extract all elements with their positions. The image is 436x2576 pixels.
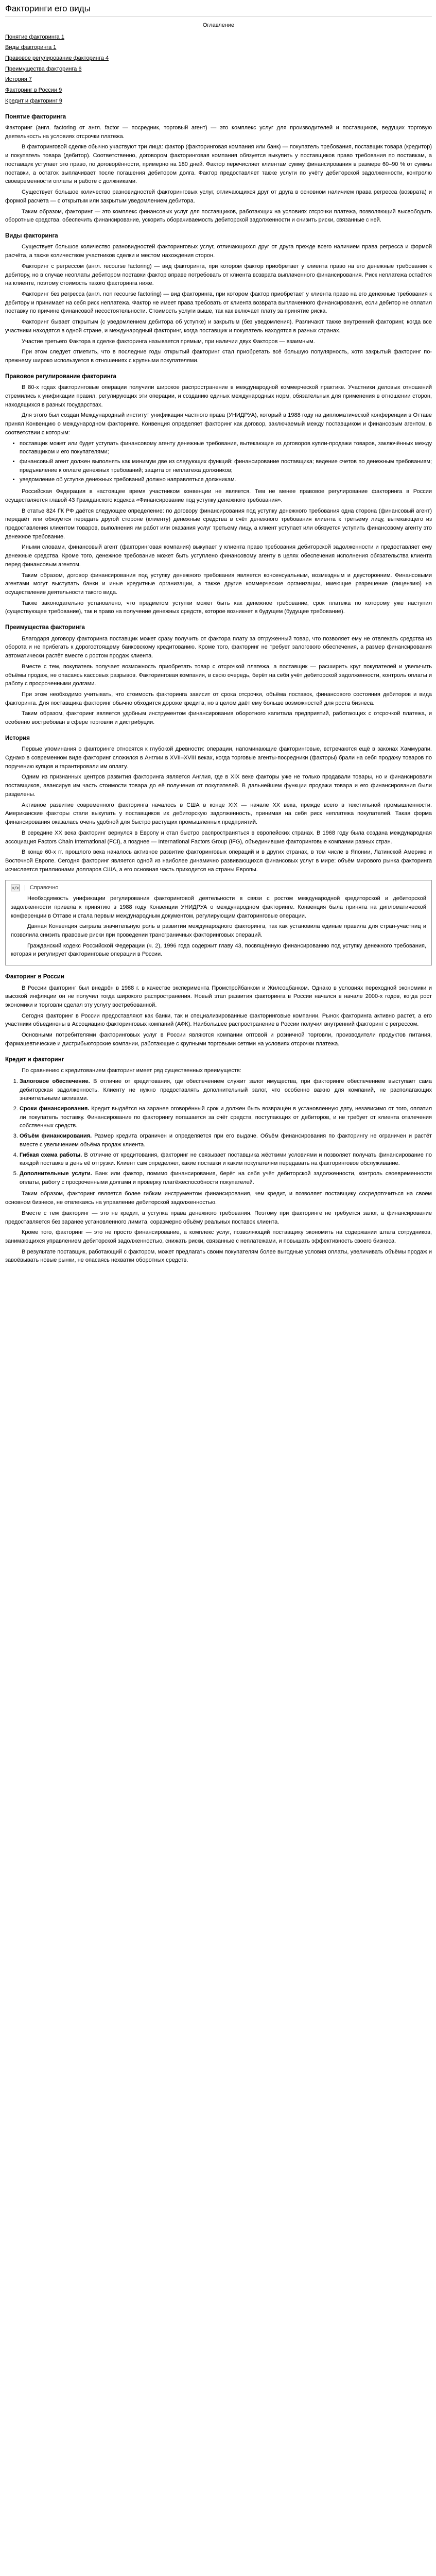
note-label: Справочно: [29, 885, 59, 891]
list-item: • поставщик может или будет уступать финансовому агенту денежные требования, вытекающие из договоров купли-продажи товаров, заключённых между поставщиком и его покупателями;: [20, 439, 432, 456]
paragraph: Участие третьего Фактора в сделке факторинга называется прямым, при наличии двух Факторов — взаимным.: [22, 338, 315, 345]
section-heading: Кредит и факторинг: [5, 1056, 64, 1063]
paragraph: В результате поставщик, работающий с фактором, может предлагать своим покупателям более выгодные условия оплаты, увеличивать объёмы продаж и завоёвывать новые рынки, не опасаясь нехватки оборотных средств.: [5, 1248, 432, 1264]
section-credit: [5, 1056, 432, 1265]
list-item: [20, 1170, 432, 1187]
paragraph: В факторинговой сделке обычно участвуют три лица: фактор (факторинговая компания или банк) — покупатель требования, поставщик товара (кредитор) и покупатель товара (дебитор). Соответственно, договором факторинговая компания обязуется выкупить у поставщиков право требования по поставкам, а поставщик уступает это право, по договорённости, примерно на 180 дней. Фактор перечисляет клиентам сумму финансирования в размере 60–90 % от суммы поставки, а остаток выплачивает после погашения дебитором долга. Фактор предоставляет также услуги по учёту дебиторской задолженности, контролю своевременности оплаты и работе с должниками.: [5, 144, 432, 185]
reference-note-header: [11, 884, 426, 892]
list-item-text: Кредит выдаётся на заранее оговорённый срок и должен быть возвращён в установленную дату, независимо от того, оплатил ли покупатель поставку. Финансирование по факторингу погашается за счёт средств, поступающих от дебиторов, и не требует от клиента отвлечения собственных средств.: [20, 1105, 432, 1129]
note-separator: |: [24, 885, 26, 891]
list-item-title: Залоговое обеспечение.: [20, 1078, 90, 1084]
list-item-text: В отличие от кредитования, факторинг не связывает поставщика жёсткими условиями и позволяет получать финансирование по каждой поставке в день её отгрузки. Клиент сам определяет, какие поставки и каким покупателям передавать на факторинговое обслуживание.: [20, 1151, 432, 1167]
paragraph: Гражданский кодекс Российской Федерации (ч. 2), 1996 года содержит главу 43, посвящённую финансированию под уступку денежного требования, которая и регулирует факторинговые операции в России.: [11, 942, 426, 958]
paragraph: Иными словами, финансовый агент (факторинговая компания) выкупает у клиента право требования дебиторской задолженности и предоставляет ему денежные средства. Кроме того, денежное требование может быть уступлено финансовому агенту в целях обеспечения исполнения обязательства клиента перед финансовым агентом.: [5, 544, 432, 568]
toc-heading: Оглавление: [202, 22, 235, 28]
paragraph: При этом необходимо учитывать, что стоимость факторинга зависит от срока отсрочки, объёма поставок, финансового состояния дебиторов и вида факторинга. Для поставщика факторинг обычно обходится дороже кредита, но в целом даёт ему больше возможностей для роста бизнеса.: [5, 691, 432, 706]
section-heading: Преимущества факторинга: [5, 624, 85, 631]
paragraph: В России факторинг был внедрён в 1988 г. в качестве эксперимента Промстройбанком и Жилсоцбанком. Однако в условиях переходной экономики и высокой инфляции он не получил тогда широкого распространения. Новый этап развития факторинга в России начался в начале 2000-х годов, когда рост экономики и торговли сделал эту услугу востребованной.: [5, 985, 432, 1009]
section-history: [5, 734, 432, 874]
bullet-list: [5, 439, 432, 485]
list-item: • уведомление об уступке денежных требований должно направляться должникам.: [20, 476, 432, 484]
paragraph: Первые упоминания о факторинге относятся к глубокой древности: операции, напоминающие факторинговые, встречаются ещё в законах Хаммурапи. Однако в современном виде факторинг сложился в Англии в XVII–XVIII веках, когда торговые агенты-посредники (факторы) брали на себя продажу товаров по поручению купцов и гарантировали им оплату.: [5, 746, 432, 770]
section-advantages: [5, 623, 432, 727]
paragraph: В середине XX века факторинг вернулся в Европу и стал быстро распространяться в европейских странах. В 1968 году была создана международная ассоциация Factors Chain International (FCI), а позднее — International Factors Group (IFG), объединившие факторинговые компании разных стран.: [5, 829, 432, 845]
paragraph: В статье 824 ГК РФ даётся следующее определение: по договору финансирования под уступку денежного требования одна сторона (финансовый агент) передаёт или обязуется передать другой стороне (клиенту) денежные средства в счёт денежного требования клиента к третьему лицу, вытекающего из предоставления клиентом товаров, выполнения им работ или оказания услуг третьему лицу, а клиент уступает или обязуется уступить финансовому агенту это денежное требование.: [5, 507, 432, 540]
paragraph: В 80-х годах факторинговые операции получили широкое распространение в международной коммерческой практике. Участники деловых отношений стремились к унификации правил, регулирующих эти операции, и созданию единых международных норм, обязательных для применения в отношении сторон, находящихся в разных государствах.: [5, 384, 432, 408]
paragraph: Вместе с тем факторинг — это не кредит, а уступка права денежного требования. Поэтому при факторинге не требуется залог, а финансирование предоставляется без заранее установленного лимита, соразмерно объёму реальных поставок клиента.: [5, 1210, 432, 1225]
paragraph: По сравнению с кредитованием факторинг имеет ряд существенных преимуществ:: [22, 1067, 241, 1074]
toc-link-russia[interactable]: Факторинг в России 9: [5, 87, 62, 94]
list-item-title: Гибкая схема работы.: [20, 1151, 82, 1158]
paragraph: В конце 60-х гг. прошлого века началось активное развитие факторинговых операций и в других странах, в том числе в Японии, Латинской Америке и Восточной Европе. Сегодня факторинг является одной из наиболее динамично развивающихся финансовых услуг в мире: объём мирового рынка факторинга исчисляется триллионами долларов США, а его основная часть приходится на страны Европы.: [5, 849, 432, 873]
list-item: [20, 1132, 432, 1149]
paragraph: Вместе с тем, покупатель получает возможность приобретать товар с отсрочкой платежа, а поставщик — расширить круг покупателей и увеличить объёмы продаж, не опасаясь кассовых разрывов. Факторинговая компания, в свою очередь, берёт на себя учёт дебиторской задолженности, контроль оплаты и работу с просроченными долгами.: [5, 663, 432, 687]
toc-link-legal[interactable]: Правовое регулирование факторинга 4: [5, 55, 109, 61]
paragraph: Существует большое количество разновидностей факторинговых услуг, отличающихся друг от друга прежде всего наличием права регресса и формой расчёта, а также количеством участников сделки и местом нахождения сторон.: [5, 244, 432, 259]
section-concept: [5, 113, 432, 225]
paragraph: При этом следует отметить, что в последние годы открытый факторинг стал приобретать всё большую популярность, хотя закрытый факторинг по-прежнему широко используется в отношениях с крупными покупателями.: [5, 349, 432, 364]
list-item-text: В отличие от кредитования, где обеспечением служит залог имущества, при факторинге обеспечением выступает сама дебиторская задолженность. Клиенту не нужно предоставлять дополнительный залог, что особенно важно для компаний, не располагающих значительными активами.: [20, 1078, 432, 1102]
numbered-list: [5, 1077, 432, 1187]
list-item: [20, 1105, 432, 1130]
paragraph: Факторинг без регресса (англ. non recourse factoring) — вид факторинга, при котором фактор приобретает у клиента право на его денежные требования к дебитору и принимает на себя риск неплатежа. Фактор не имеет права требовать от клиента возврата выплаченного финансирования, если дебитор не оплатил поставку по причине финансовой несостоятельности. Стоимость услуги выше, так как включает плату за принятие риска.: [5, 291, 432, 315]
toc-link-types[interactable]: Виды факторинга 1: [5, 44, 57, 51]
paragraph: Существует большое количество разновидностей факторинговых услуг, отличающихся друг от друга в основном наличием права регресса (возврата) и формой расчёта — с открытым или закрытым уведомлением дебитора.: [5, 189, 432, 204]
list-item-text: Размер кредита ограничен и определяется при его выдаче. Объём финансирования по факторингу не ограничен и растёт вместе с увеличением объёма продаж клиента.: [20, 1133, 432, 1148]
list-item-title: Сроки финансирования.: [20, 1105, 90, 1112]
section-russia: [5, 973, 432, 1048]
page-title: Факторинги его виды: [5, 2, 432, 17]
list-item-title: Объём финансирования.: [20, 1133, 92, 1140]
paragraph: Сегодня факторинг в России предоставляют как банки, так и специализированные факторинговые компании. Рынок факторинга активно растёт, а его участники объединены в Ассоциацию факторинговых компаний (АФК). Наибольшее распространение в России получил внутренний факторинг с регрессом.: [5, 1012, 432, 1028]
paragraph: Одним из признанных центров развития факторинга является Англия, где в XIX веке факторы уже не только продавали товары, но и финансировали поставщиков, авансируя им часть стоимости товара до её получения от покупателей. В дальнейшем функции продажи товара и его финансирования были разделены.: [5, 774, 432, 798]
toc-link-advantages[interactable]: Преимущества факторинга 6: [5, 65, 82, 72]
list-item: • финансовый агент должен выполнять как минимум две из следующих функций: финансирование поставщика; ведение счетов по денежным требованиям; предъявление к оплате денежных требований; защита от неплатежа должников;: [20, 457, 432, 474]
toc-link-concept[interactable]: Понятие факторинга 1: [5, 33, 64, 40]
paragraph: Факторинг с регрессом (англ. recourse factoring) — вид факторинга, при котором фактор приобретает у клиента право на его денежные требования к дебитору, но в случае неоплаты дебитором поставки фактор вправе потребовать от клиента возврата выплаченного финансирования. Риск неплатежа остаётся на клиенте, поэтому стоимость такого факторинга ниже.: [5, 263, 432, 287]
list-item: [20, 1151, 432, 1168]
paragraph: Таким образом, договор финансирования под уступку денежного требования является консенсуальным, возмездным и двусторонним. Финансовыми агентами могут выступать банки и иные кредитные организации, а также другие коммерческие организации, имеющие разрешение (лицензию) на осуществление деятельности такого вида.: [5, 572, 432, 596]
paragraph: Для этого был создан Международный институт унификации частного права (УНИДРУА), который в 1988 году на дипломатической конференции в Оттаве принял Конвенцию о международном факторинге. Конвенция определяет факторинг как договор, заключаемый между поставщиком и финансовым агентом, в соответствии с которым:: [5, 412, 432, 436]
code-icon: </>: [11, 886, 20, 891]
paragraph: Благодаря договору факторинга поставщик может сразу получить от фактора плату за отгруженный товар, что позволяет ему не отвлекать средства из оборота и не прибегать к дорогостоящему банковскому кредитованию. Кроме того, факторинг не требует залогового обеспечения, а размер финансирования автоматически растёт вместе с ростом продаж клиента.: [5, 635, 432, 659]
section-heading: Факторинг в России: [5, 974, 64, 980]
reference-note-box: [5, 880, 432, 965]
paragraph: Необходимость унификации регулирования факторинговой деятельности в связи с ростом международной кредиторской и дебиторской задолженности привела к принятию в 1988 году Конвенции УНИДРУА о международном факторинге. Конвенция была принята на дипломатической конференции в Оттаве и стала первым международным документом, регулирующим факторинговые операции.: [11, 895, 426, 919]
list-item-title: Дополнительные услуги.: [20, 1171, 92, 1177]
paragraph: Российская Федерация в настоящее время участником конвенции не является. Тем не менее правовое регулирование факторинга в России осуществляется главой 43 Гражданского кодекса «Финансирование под уступку денежного требования».: [5, 488, 432, 503]
toc-link-history[interactable]: История 7: [5, 76, 32, 83]
paragraph: Кроме того, факторинг — это не просто финансирование, а комплекс услуг, позволяющий поставщику экономить на содержании штата сотрудников, занимающихся управлением дебиторской задолженностью, снижать риски, связанные с неплатежами, и повышать эффективность своего бизнеса.: [5, 1229, 432, 1245]
section-types: [5, 232, 432, 365]
table-of-contents: [5, 33, 432, 106]
section-heading: История: [5, 735, 30, 741]
paragraph: Таким образом, факторинг является более гибким инструментом финансирования, чем кредит, и позволяет поставщику сосредоточиться на своём основном бизнесе, не отвлекаясь на управление дебиторской задолженностью.: [5, 1191, 432, 1206]
list-item: [20, 1077, 432, 1103]
paragraph: Таким образом, факторинг является удобным инструментом финансирования оборотного капитала предприятий, работающих с отсрочкой платежа, и особенно востребован в сфере торговли и дистрибуции.: [5, 710, 432, 726]
paragraph: Факторинг (англ. factoring от англ. factor — посредник, торговый агент) — это комплекс услуг для производителей и поставщиков, ведущих торговую деятельность на условиях отсрочки платежа.: [5, 125, 432, 140]
list-item-text: Банк или фактор, помимо финансирования, берёт на себя учёт дебиторской задолженности, контроль своевременности оплаты, работу с просроченными долгами и проверку платёжеспособности покупателей.: [20, 1171, 432, 1185]
paragraph: Факторинг бывает открытым (с уведомлением дебитора об уступке) и закрытым (без уведомления). Различают также внутренний факторинг, когда все участники находятся в одной стране, и международный факторинг, когда поставщик и покупатель находятся в разных странах.: [5, 319, 432, 334]
paragraph: Основными потребителями факторинговых услуг в России являются компании оптовой и розничной торговли, производители продуктов питания, фармацевтические и дистрибьюторские компании, работающие с крупными торговыми сетями на условиях отсрочки платежа.: [5, 1032, 432, 1047]
document: [0, 0, 436, 1277]
paragraph: Таким образом, факторинг — это комплекс финансовых услуг для поставщиков, работающих на условиях отсрочки платежа, позволяющий высвободить оборотные средства, обеспечить финансирование, ускорить оборачиваемость дебиторской задолженности и снизить риски, связанные с ней.: [5, 208, 432, 224]
section-legal: [5, 372, 432, 616]
section-heading: Понятие факторинга: [5, 113, 66, 120]
section-heading: Правовое регулирование факторинга: [5, 373, 116, 380]
paragraph: Данная Конвенция сыграла значительную роль в развитии международного факторинга, так как установила единые правила для стран-участниц и позволила снизить правовые риски при проведении трансграничных факторинговых операций.: [11, 923, 426, 938]
toc-link-credit[interactable]: Кредит и факторинг 9: [5, 97, 62, 104]
paragraph: Активное развитие современного факторинга началось в США в конце XIX — начале XX века, прежде всего в текстильной промышленности. Американские факторы стали выкупать у поставщиков их дебиторскую задолженность, принимая на себя риск неплатежа покупателей. Такая форма финансирования оказалась очень удобной для быстро растущих промышленных предприятий.: [5, 802, 432, 826]
section-heading: Виды факторинга: [5, 232, 58, 239]
paragraph: Также законодательно установлено, что предметом уступки может быть как денежное требование, срок платежа по которому уже наступил (существующее требование), так и право на получение денежных средств, которое возникнет в будущем (будущее требование).: [5, 600, 432, 615]
